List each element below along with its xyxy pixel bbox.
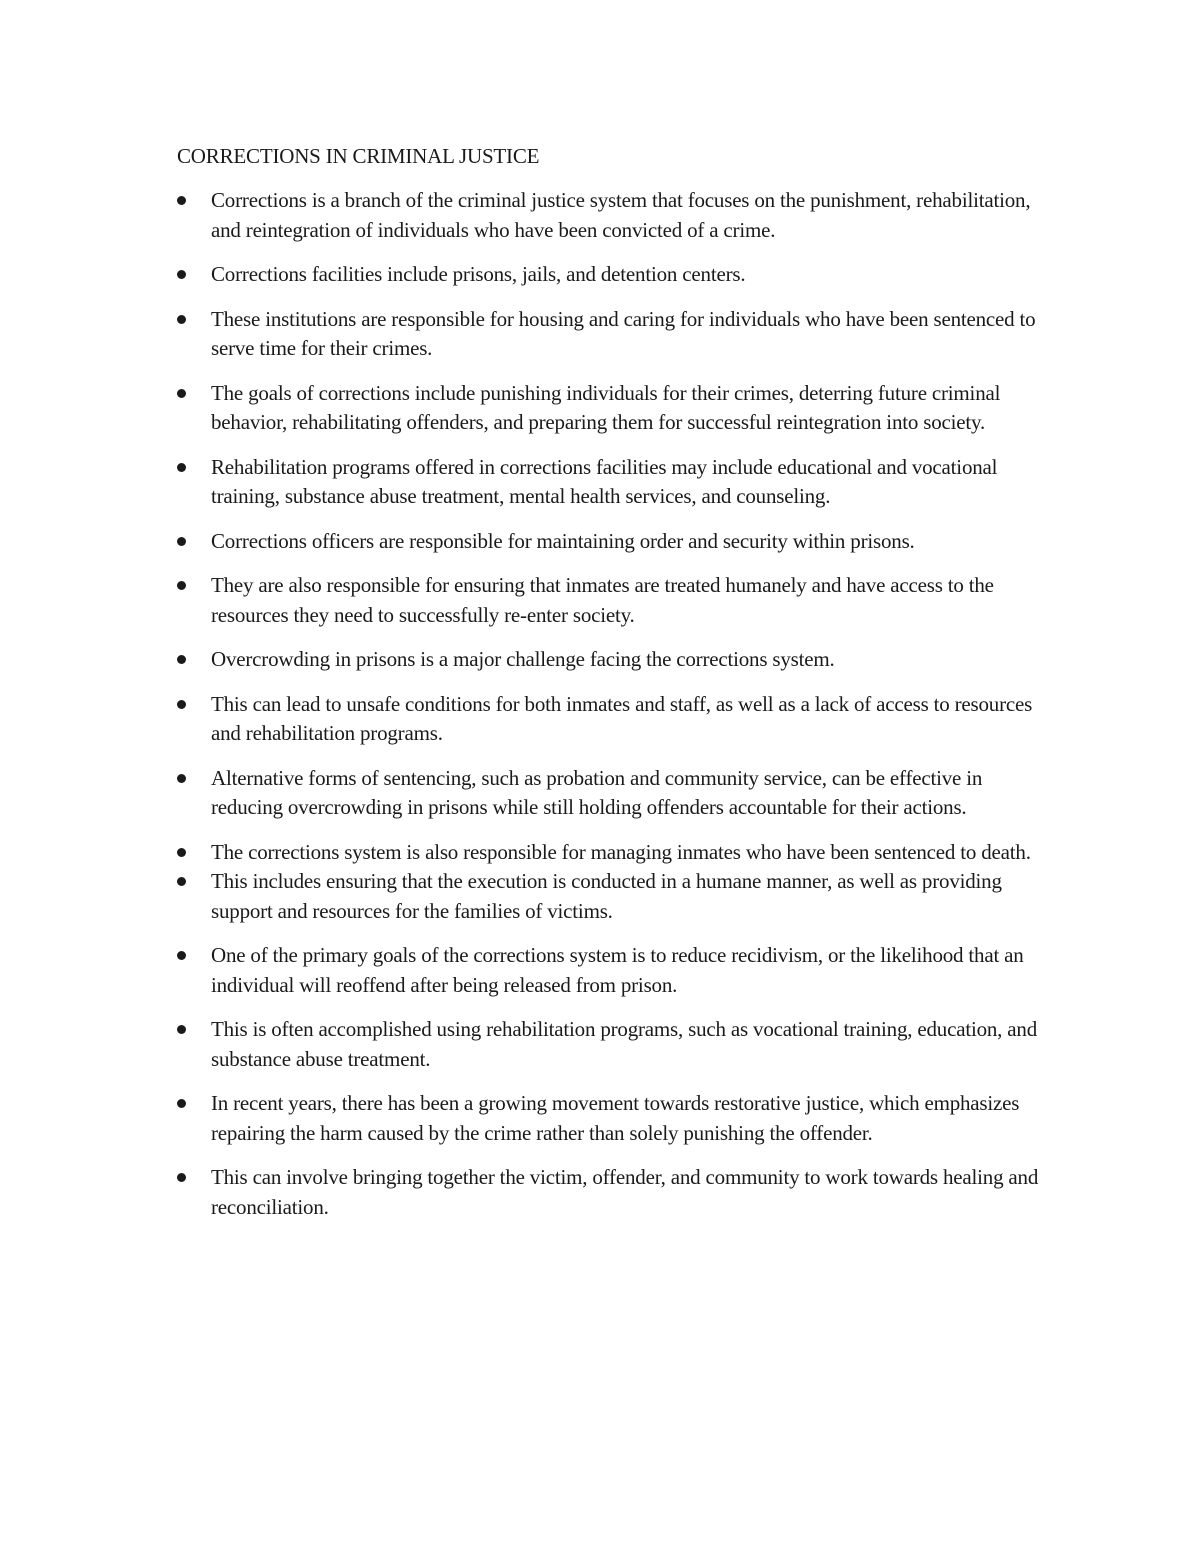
list-item <box>177 764 1057 823</box>
list-item-text: This can involve bringing together the victim, offender, and community to work towards healing and reconciliation. <box>211 1165 1039 1219</box>
list-item <box>177 527 1057 557</box>
list-item-text: They are also responsible for ensuring that inmates are treated humanely and have access to the resources they need to successfully re-enter society. <box>211 573 994 627</box>
bullet-icon <box>177 537 186 546</box>
list-item-text: Rehabilitation programs offered in corrections facilities may include educational and vocational training, substance abuse treatment, mental health services, and counseling. <box>211 454 998 508</box>
list-item <box>177 571 1057 630</box>
document-title: CORRECTIONS IN CRIMINAL JUSTICE <box>177 144 540 168</box>
bullet-icon <box>177 774 186 783</box>
list-item-text: Corrections facilities include prisons, jails, and detention centers. <box>211 262 746 286</box>
list-item <box>177 305 1057 364</box>
list-item <box>177 260 1057 290</box>
bullet-icon <box>177 951 186 960</box>
list-item-text: One of the primary goals of the corrections system is to reduce recidivism, or the likelihood that an individual will reoffend after being released from prison. <box>211 943 1024 997</box>
list-item <box>177 186 1057 245</box>
list-item <box>177 838 1057 868</box>
list-item-text: This is often accomplished using rehabilitation programs, such as vocational training, education, and substance abuse treatment. <box>211 1017 1038 1071</box>
list-item-text: These institutions are responsible for housing and caring for individuals who have been sentenced to serve time for their crimes. <box>211 306 1036 360</box>
bullet-icon <box>177 389 186 398</box>
bullet-icon <box>177 1099 186 1108</box>
list-item-text: Corrections officers are responsible for maintaining order and security within prisons. <box>211 528 915 553</box>
list-item-text: In recent years, there has been a growing movement towards restorative justice, which emphasizes repairing the harm caused by the crime rather than solely punishing the offender. <box>211 1091 1020 1145</box>
bullet-icon <box>177 655 186 664</box>
bullet-icon <box>177 315 186 324</box>
bullet-icon <box>177 848 186 857</box>
bullet-icon <box>177 1025 186 1034</box>
bullet-icon <box>177 1173 186 1182</box>
bullet-list <box>177 186 1057 1237</box>
bullet-icon <box>177 270 186 279</box>
list-item <box>177 379 1057 438</box>
list-item-text: Corrections is a branch of the criminal justice system that focuses on the punishment, rehabilitation, and reintegration of individuals who have been convicted of a crime. <box>211 188 1031 242</box>
bullet-icon <box>177 581 186 590</box>
list-item-text: The goals of corrections include punishing individuals for their crimes, deterring future criminal behavior, rehabilitating offenders, and preparing them for successful reintegration into society. <box>211 380 1001 434</box>
list-item <box>177 1163 1057 1222</box>
list-item-text: This can lead to unsafe conditions for both inmates and staff, as well as a lack of access to resources and rehabilitation programs. <box>211 691 1033 745</box>
list-item <box>177 690 1057 749</box>
list-item-text: Overcrowding in prisons is a major challenge facing the corrections system. <box>211 647 835 671</box>
list-item <box>177 1015 1057 1074</box>
list-item <box>177 453 1057 512</box>
list-item <box>177 867 1057 926</box>
list-item <box>177 645 1057 675</box>
list-item <box>177 941 1057 1000</box>
bullet-icon <box>177 877 186 886</box>
bullet-icon <box>177 196 186 205</box>
bullet-icon <box>177 463 186 472</box>
list-item-text: This includes ensuring that the execution is conducted in a humane manner, as well as providing support and resources for the families of victims. <box>211 869 1002 923</box>
list-item-text: The corrections system is also responsible for managing inmates who have been sentenced to death. <box>211 839 1031 864</box>
list-item-text: Alternative forms of sentencing, such as probation and community service, can be effective in reducing overcrowding in prisons while still holding offenders accountable for their actions. <box>211 765 983 819</box>
list-item <box>177 1089 1057 1148</box>
bullet-icon <box>177 700 186 709</box>
